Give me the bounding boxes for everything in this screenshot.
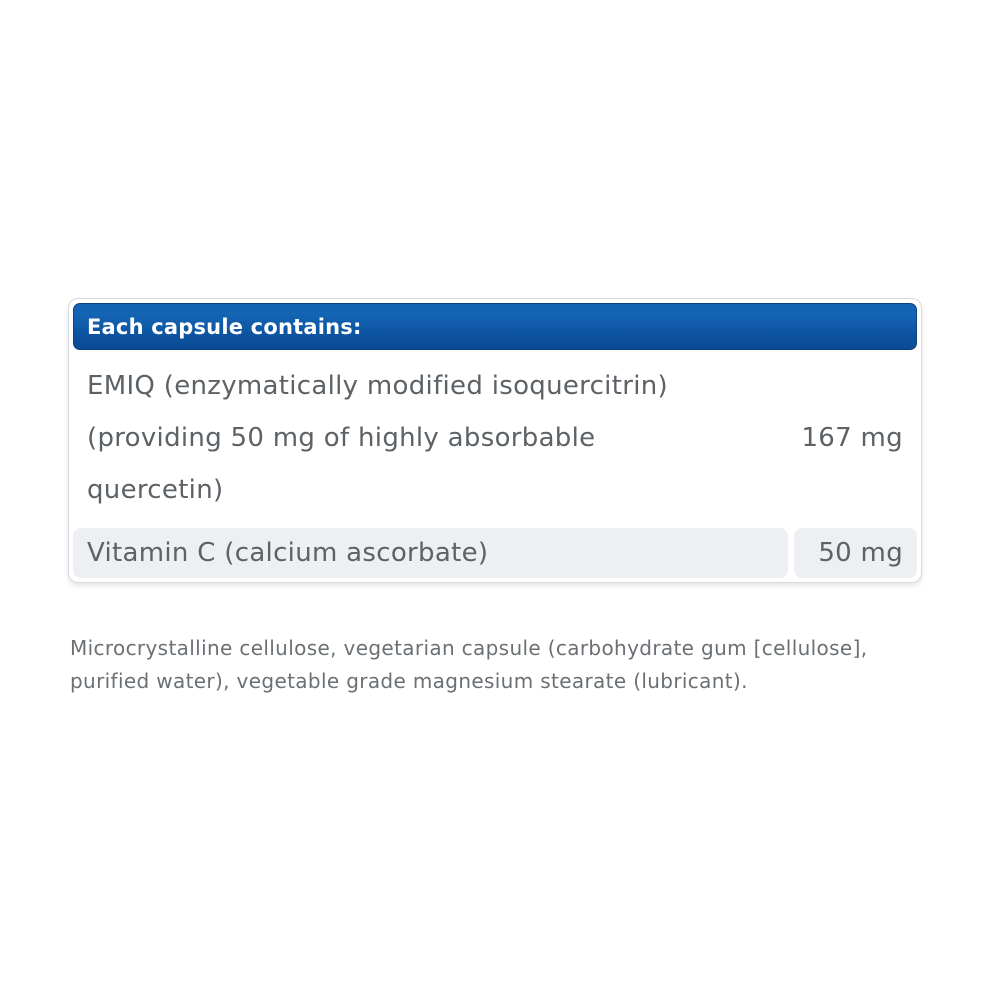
ingredient-name-line: quercetin) bbox=[87, 475, 224, 505]
ingredient-name-emiq bbox=[87, 360, 801, 516]
ingredient-amount-vitamin-c: 50 mg bbox=[794, 528, 917, 578]
ingredient-name-line: EMIQ (enzymatically modified isoquercitrin) bbox=[87, 371, 668, 401]
table-header-label: Each capsule contains: bbox=[87, 314, 362, 339]
table-row-vitamin-c bbox=[73, 528, 917, 578]
non-medicinal-line: Microcrystalline cellulose, vegetarian capsule (carbohydrate gum [cellulose], bbox=[70, 636, 868, 660]
supplement-facts-table bbox=[68, 298, 922, 583]
table-header bbox=[73, 303, 917, 350]
non-medicinal-line: purified water), vegetable grade magnesium stearate (lubricant). bbox=[70, 669, 748, 693]
ingredient-amount-emiq: 167 mg bbox=[801, 423, 903, 453]
ingredient-name-line: (providing 50 mg of highly absorbable bbox=[87, 423, 596, 453]
table-row-emiq bbox=[73, 350, 917, 526]
non-medicinal-ingredients-text bbox=[70, 632, 950, 698]
ingredient-name-vitamin-c: Vitamin C (calcium ascorbate) bbox=[73, 528, 788, 578]
